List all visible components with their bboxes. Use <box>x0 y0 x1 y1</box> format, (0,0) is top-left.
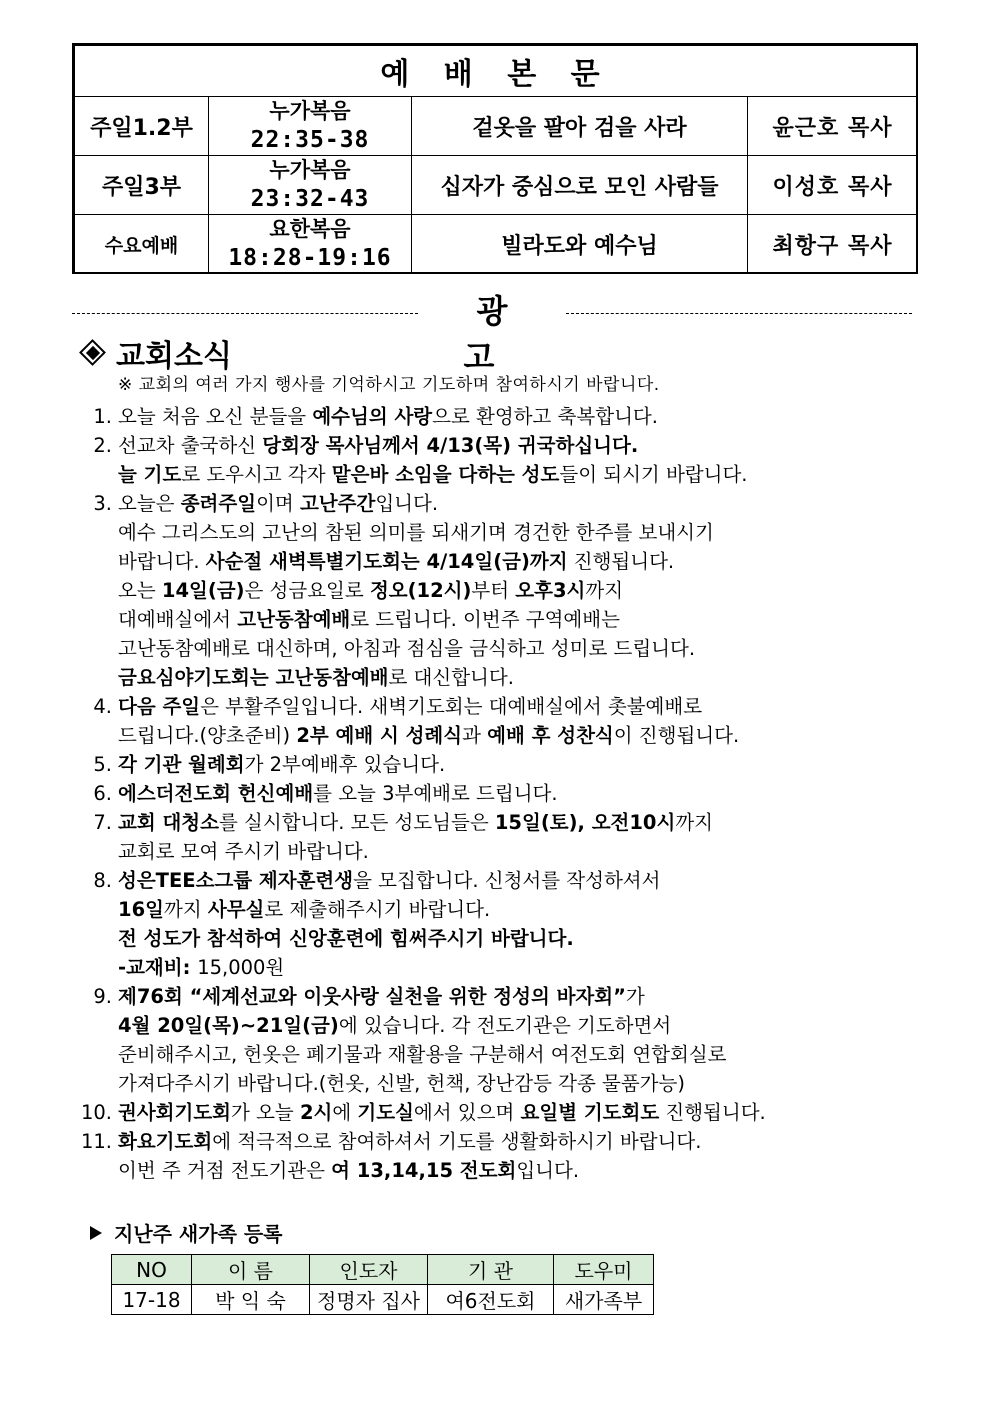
plain-text: 진행됩니다. <box>567 550 675 573</box>
cell-no: 17-18 <box>112 1285 192 1315</box>
announcement-list <box>70 402 930 1185</box>
emphasis-text: 늘 기도 <box>118 463 182 486</box>
plain-text: 이 진행됩니다. <box>613 724 740 747</box>
service-name: 수요예배 <box>75 215 209 274</box>
cell-guide: 정명자 집사 <box>310 1285 428 1315</box>
cell-helper: 새가족부 <box>554 1285 654 1315</box>
item-text <box>118 460 748 489</box>
item-number: 4. <box>93 695 112 718</box>
emphasis-text: 예배 후 성찬식 <box>487 724 614 747</box>
plain-text: 들이 되시기 바랍니다. <box>559 463 748 486</box>
item-text <box>118 489 438 518</box>
announcement-line <box>70 750 930 779</box>
item-text <box>118 1127 701 1156</box>
newcomer-title-label: 지난주 새가족 등록 <box>114 1222 283 1246</box>
emphasis-text: 정오(12시) <box>369 579 472 602</box>
item-text <box>118 1069 685 1098</box>
item-text <box>118 1156 579 1185</box>
plain-text: 예수 그리스도의 고난의 참된 의미를 되새기며 경건한 한주를 보내시기 <box>118 521 714 544</box>
plain-text: 진행됩니다. <box>659 1101 766 1124</box>
plain-text: 15,000원 <box>197 956 285 979</box>
emphasis-text: 성은TEE소그룹 제자훈련생 <box>118 869 354 892</box>
emphasis-text: 16일 <box>118 898 164 921</box>
plain-text: 를 실시합니다. 모든 성도님들은 <box>218 811 495 834</box>
item-number: 10. <box>80 1101 112 1124</box>
newcomer-table <box>111 1254 653 1314</box>
item-text <box>118 1040 727 1069</box>
item-text <box>118 924 574 953</box>
plain-text: 가 <box>625 985 645 1008</box>
scripture <box>209 156 412 215</box>
scripture-ref: 23:32-43 <box>250 186 370 212</box>
item-number <box>70 1011 118 1040</box>
plain-text: 에 있습니다. 각 전도기관은 기도하면서 <box>338 1014 672 1037</box>
emphasis-text: 14일(금) <box>161 579 245 602</box>
item-number <box>70 1156 118 1185</box>
item-number: 8. <box>93 869 112 892</box>
sermon-table <box>72 43 918 274</box>
emphasis-text: 사순절 새벽특별기도회는 4/14일(금)까지 <box>205 550 568 573</box>
announcement-line <box>70 1127 930 1156</box>
plain-text: 교회로 모여 주시기 바랍니다. <box>118 840 369 863</box>
item-text <box>118 837 369 866</box>
announcement-line <box>70 431 930 460</box>
announcement-line <box>70 924 930 953</box>
item-number <box>70 605 118 634</box>
header-org: 기 관 <box>428 1255 554 1285</box>
dashed-divider <box>566 313 912 314</box>
item-text <box>118 1011 671 1040</box>
announcement-line <box>70 1156 930 1185</box>
plain-text: 고난동참예배로 대신하며, 아침과 점심을 금식하고 성미로 드립니다. <box>118 637 696 660</box>
plain-text: 으로 환영하고 축복합니다. <box>432 405 658 428</box>
item-text <box>118 953 284 982</box>
item-number <box>70 576 118 605</box>
plain-text: 에서 있으며 <box>413 1101 521 1124</box>
item-text <box>118 663 514 692</box>
service-name: 주일3부 <box>75 156 209 215</box>
plain-text: 가 2부예배후 있습니다. <box>244 753 446 776</box>
plain-text: 이며 <box>256 492 300 515</box>
plain-text: 부터 <box>471 579 516 602</box>
cell-org: 여6전도회 <box>428 1285 554 1315</box>
plain-text: 로 도우시고 각자 <box>181 463 332 486</box>
item-number <box>70 895 118 924</box>
sermon-title: 예 배 본 문 <box>75 46 918 97</box>
emphasis-text: 예수님의 사랑 <box>312 405 433 428</box>
item-number <box>70 924 118 953</box>
emphasis-text: 여 13,14,15 전도회 <box>331 1159 517 1182</box>
announcement-line <box>70 1069 930 1098</box>
item-number <box>70 518 118 547</box>
pastor-name: 이성호 목사 <box>748 156 918 215</box>
newcomer-title <box>90 1218 283 1247</box>
plain-text: 드립니다.(양초준비) <box>118 724 297 747</box>
announcements-title: 광 고 <box>463 292 534 376</box>
item-number: 9. <box>93 985 112 1008</box>
announcement-note: ※ 교회의 여러 가지 행사를 기억하시고 기도하며 참여하시기 바랍니다. <box>118 375 660 395</box>
item-number: 11. <box>80 1130 112 1153</box>
item-text <box>118 895 490 924</box>
diamond-bullet-icon <box>78 338 108 368</box>
item-number <box>70 721 118 750</box>
plain-text: 입니다. <box>516 1159 580 1182</box>
service-name: 주일1.2부 <box>75 97 209 156</box>
emphasis-text: 기도실 <box>357 1101 414 1124</box>
scripture-book: 요한복음 <box>269 217 351 241</box>
plain-text: 바랍니다. <box>118 550 206 573</box>
item-text <box>118 750 445 779</box>
item-text <box>118 866 660 895</box>
emphasis-text: 요일별 기도회도 <box>520 1101 660 1124</box>
announcement-line <box>70 953 930 982</box>
emphasis-text: 사무실 <box>207 898 265 921</box>
item-number: 7. <box>93 811 112 834</box>
triangle-bullet-icon <box>90 1226 102 1240</box>
announcement-line <box>70 808 930 837</box>
emphasis-text: 교회 대청소 <box>118 811 219 834</box>
item-text <box>118 402 658 431</box>
header-guide: 인도자 <box>310 1255 428 1285</box>
sermon-topic: 빌라도와 예수님 <box>412 215 748 274</box>
scripture-book: 누가복음 <box>269 158 351 182</box>
announcement-line <box>70 779 930 808</box>
sermon-row <box>75 97 918 156</box>
emphasis-text: 다음 주일 <box>118 695 201 718</box>
plain-text: 준비해주시고, 헌옷은 폐기물과 재활용을 구분해서 여전도회 연합회실로 <box>118 1043 727 1066</box>
announcement-line <box>70 634 930 663</box>
item-text <box>118 1098 766 1127</box>
plain-text: 로 대신합니다. <box>388 666 514 689</box>
plain-text: 오늘은 <box>118 492 181 515</box>
item-number <box>70 663 118 692</box>
emphasis-text: 2부 예배 시 성례식 <box>296 724 463 747</box>
plain-text: 에 적극적으로 참여하셔서 기도를 생활화하시기 바랍니다. <box>212 1130 702 1153</box>
plain-text: 은 성금요일로 <box>244 579 370 602</box>
plain-text: 까지 <box>675 811 714 834</box>
plain-text: 로 드립니다. 이번주 구역예배는 <box>350 608 620 631</box>
announcement-line <box>70 1011 930 1040</box>
item-number: 6. <box>93 782 112 805</box>
newcomer-row <box>112 1285 654 1315</box>
announcement-line <box>70 1040 930 1069</box>
item-number <box>70 953 118 982</box>
item-number <box>70 634 118 663</box>
scripture <box>209 215 412 274</box>
announcement-line <box>70 866 930 895</box>
emphasis-text: 4월 20일(목)~21일(금) <box>118 1014 339 1037</box>
announcement-line <box>70 663 930 692</box>
cell-name: 박 익 숙 <box>192 1285 310 1315</box>
announcement-line <box>70 721 930 750</box>
plain-text: 입니다. <box>375 492 439 515</box>
plain-text: 까지 <box>585 579 624 602</box>
announcement-line <box>70 576 930 605</box>
emphasis-text: 15일(토), 오전10시 <box>494 811 676 834</box>
church-news-title <box>78 331 232 375</box>
emphasis-text: 에스더전도회 헌신예배 <box>118 782 314 805</box>
plain-text: 은 부활주일입니다. 새벽기도회는 대예배실에서 촛불예배로 <box>200 695 703 718</box>
scripture <box>209 97 412 156</box>
item-text <box>118 721 739 750</box>
plain-text: 선교차 출국하신 <box>118 434 263 457</box>
emphasis-text: 2시 <box>299 1101 333 1124</box>
emphasis-text: 종려주일 <box>180 492 257 515</box>
scripture-book: 누가복음 <box>269 99 351 123</box>
pastor-name: 윤근호 목사 <box>748 97 918 156</box>
item-number <box>70 837 118 866</box>
plain-text: 과 <box>462 724 488 747</box>
sermon-topic: 십자가 중심으로 모인 사람들 <box>412 156 748 215</box>
pastor-name: 최항구 목사 <box>748 215 918 274</box>
announcement-line <box>70 547 930 576</box>
plain-text: 오늘 처음 오신 분들을 <box>118 405 313 428</box>
plain-text: 가져다주시기 바랍니다.(헌옷, 신발, 헌책, 장난감등 각종 물품가능) <box>118 1072 685 1095</box>
announcement-line <box>70 460 930 489</box>
emphasis-text: 제76회 “세계선교와 이웃사랑 실천을 위한 정성의 바자회” <box>118 985 626 1008</box>
emphasis-text: 금요심야기도회는 고난동참예배 <box>118 666 389 689</box>
plain-text: 을 모집합니다. 신청서를 작성하셔서 <box>353 869 661 892</box>
header-no: NO <box>112 1255 192 1285</box>
item-number <box>70 547 118 576</box>
plain-text: 대예배실에서 <box>118 608 238 631</box>
emphasis-text: 당회장 목사님께서 4/13(목) 귀국하십니다. <box>262 434 639 457</box>
plain-text: 로 제출해주시기 바랍니다. <box>264 898 491 921</box>
item-number: 5. <box>93 753 112 776</box>
emphasis-text: 화요기도회 <box>118 1130 213 1153</box>
plain-text: 가 오늘 <box>231 1101 300 1124</box>
plain-text: 오는 <box>118 579 162 602</box>
newcomer-header-row <box>112 1255 654 1285</box>
emphasis-text: 맡은바 소임을 다하는 성도 <box>331 463 560 486</box>
item-text <box>118 692 702 721</box>
item-text <box>118 808 713 837</box>
header-name: 이 름 <box>192 1255 310 1285</box>
item-text <box>118 779 558 808</box>
item-number <box>70 1040 118 1069</box>
item-number <box>70 1069 118 1098</box>
emphasis-text: 전 성도가 참석하여 신앙훈련에 힘써주시기 바랍니다. <box>118 927 574 950</box>
emphasis-text: 고난동참예배 <box>237 608 351 631</box>
item-number: 2. <box>93 434 112 457</box>
announcement-line <box>70 837 930 866</box>
announcement-line <box>70 489 930 518</box>
item-text <box>118 431 638 460</box>
announcement-line <box>70 692 930 721</box>
announcement-line <box>70 605 930 634</box>
announcement-line <box>70 402 930 431</box>
emphasis-text: -교재비: <box>118 956 198 979</box>
item-text <box>118 982 645 1011</box>
item-text <box>118 605 620 634</box>
item-text <box>118 547 674 576</box>
announcement-line <box>70 518 930 547</box>
emphasis-text: 권사회기도회 <box>118 1101 232 1124</box>
plain-text: 까지 <box>163 898 208 921</box>
dashed-divider <box>72 313 418 314</box>
item-text <box>118 634 695 663</box>
item-number: 3. <box>93 492 112 515</box>
emphasis-text: 오후3시 <box>515 579 586 602</box>
scripture-ref: 22:35-38 <box>250 127 370 153</box>
plain-text: 에 <box>332 1101 358 1124</box>
emphasis-text: 고난주간 <box>299 492 376 515</box>
sermon-topic: 겉옷을 팔아 검을 사라 <box>412 97 748 156</box>
plain-text: 이번 주 거점 전도기관은 <box>118 1159 332 1182</box>
church-news-label: 교회소식 <box>116 339 232 374</box>
sermon-row <box>75 156 918 215</box>
item-text <box>118 518 714 547</box>
announcement-line <box>70 1098 930 1127</box>
header-helper: 도우미 <box>554 1255 654 1285</box>
item-number <box>70 460 118 489</box>
item-text <box>118 576 623 605</box>
scripture-ref: 18:28-19:16 <box>228 245 392 271</box>
item-number: 1. <box>93 405 112 428</box>
announcement-line <box>70 895 930 924</box>
plain-text: 를 오늘 3부예배로 드립니다. <box>313 782 558 805</box>
announcement-line <box>70 982 930 1011</box>
emphasis-text: 각 기관 월례회 <box>118 753 245 776</box>
sermon-row <box>75 215 918 274</box>
